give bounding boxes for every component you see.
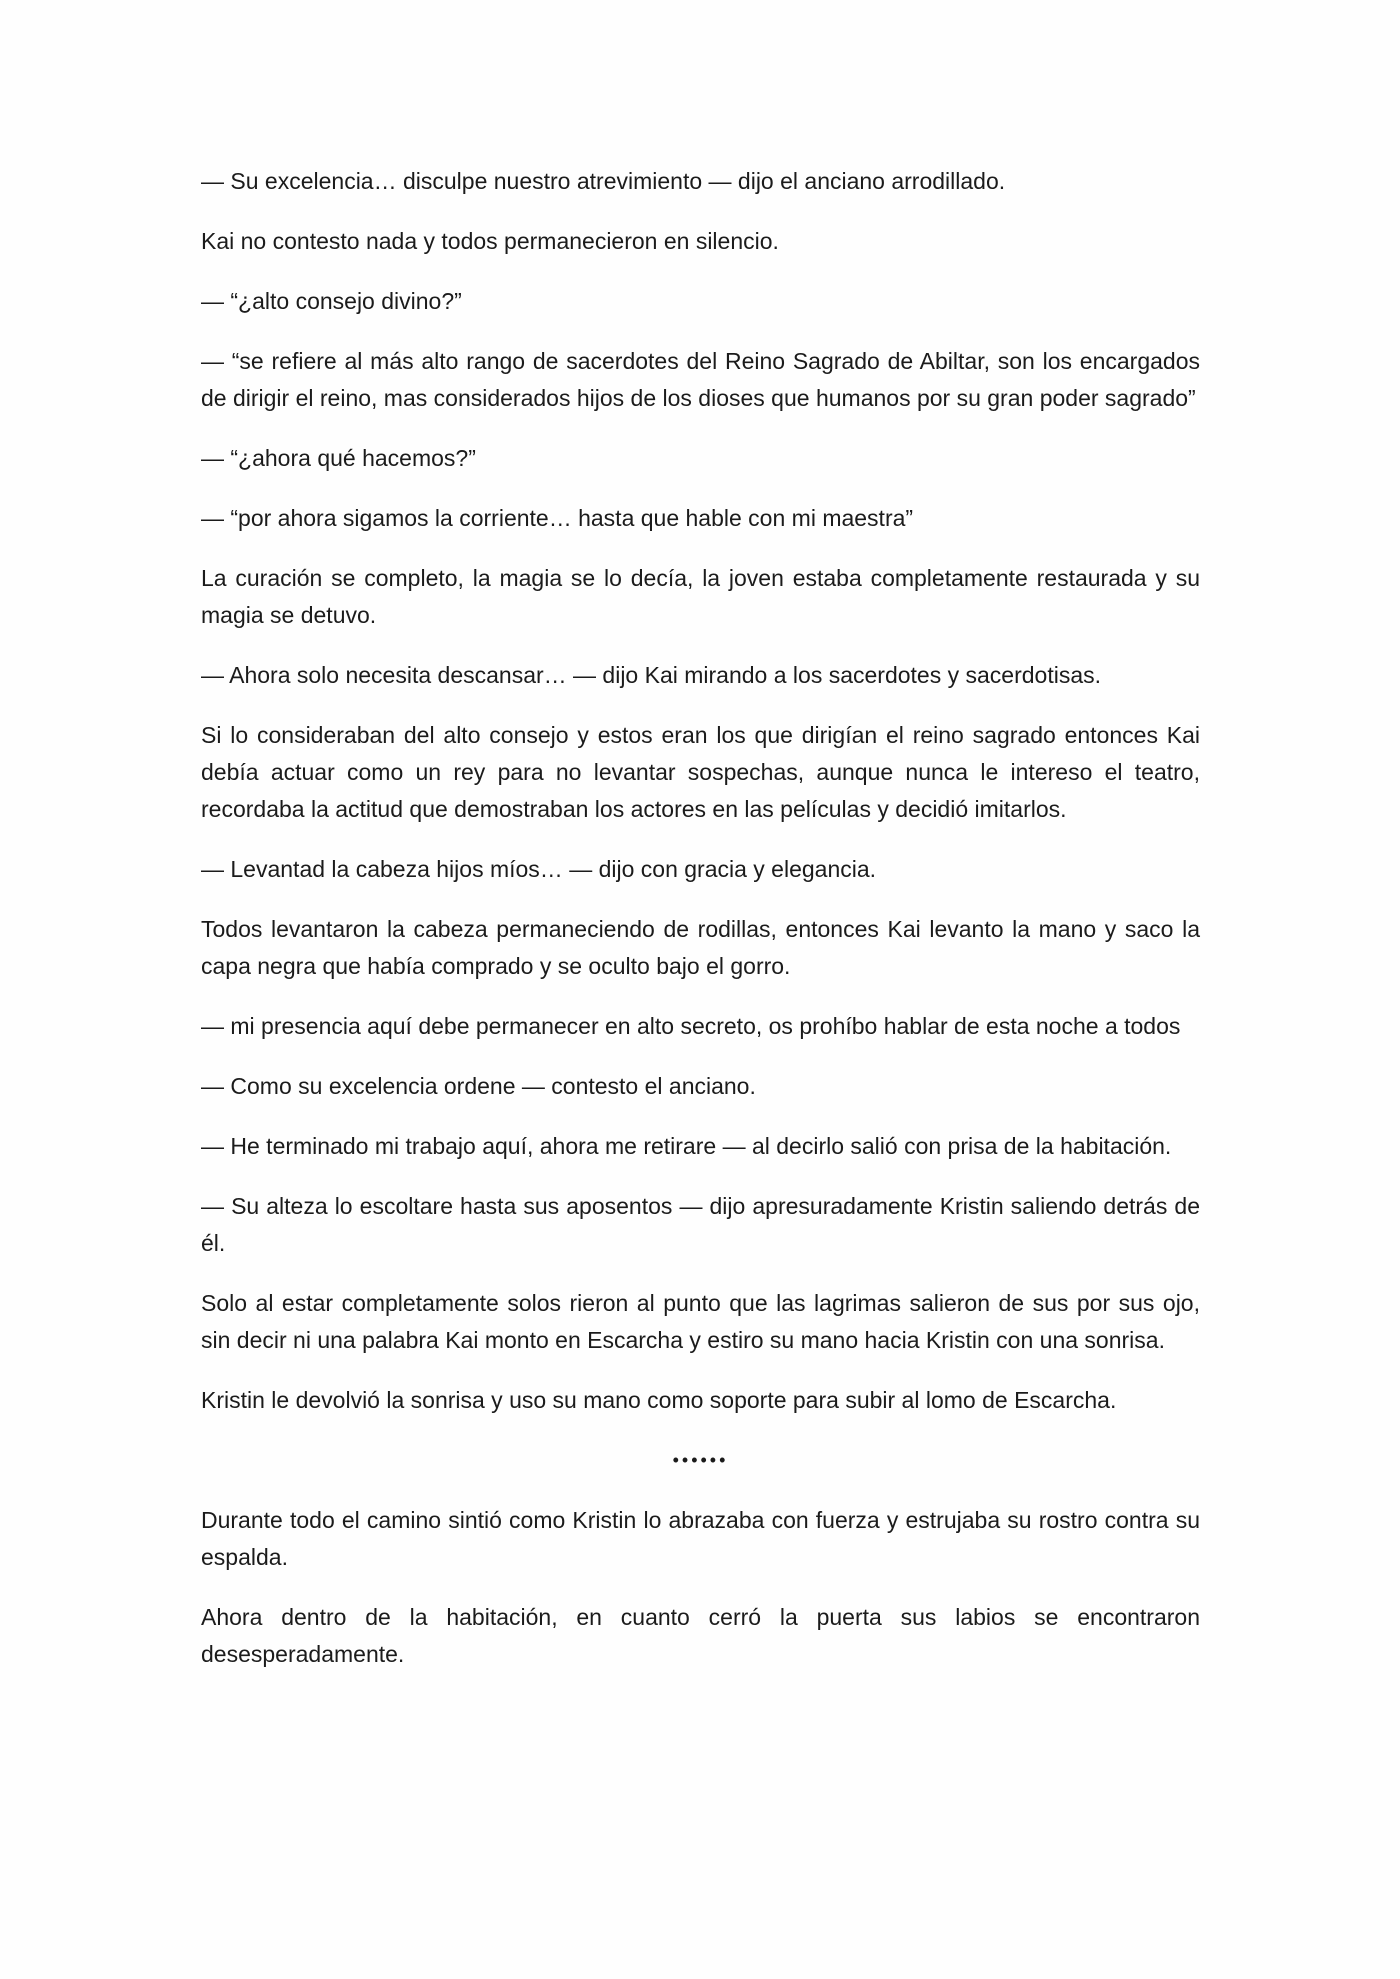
paragraph: La curación se completo, la magia se lo decía, la joven estaba completamente restaurada y su magia se detuvo. [201, 565, 1200, 628]
document-body [201, 163, 1200, 1696]
paragraph: Si lo consideraban del alto consejo y estos eran los que dirigían el reino sagrado entonces Kai debía actuar como un rey para no levantar sospechas, aunque nunca le intereso el teatro, recordaba la actitud que demostraban los actores en las películas y decidió imitarlos. [201, 722, 1200, 822]
paragraph: Solo al estar completamente solos rieron al punto que las lagrimas salieron de sus por sus ojo, sin decir ni una palabra Kai monto en Escarcha y estiro su mano hacia Kristin con una sonrisa. [201, 1290, 1200, 1353]
paragraph: — Ahora solo necesita descansar… — dijo Kai mirando a los sacerdotes y sacerdotisas. [201, 662, 1101, 688]
paragraph: Ahora dentro de la habitación, en cuanto cerró la puerta sus labios se encontraron desesperadamente. [201, 1604, 1200, 1667]
paragraph: — He terminado mi trabajo aquí, ahora me retirare — al decirlo salió con prisa de la habitación. [201, 1133, 1172, 1159]
paragraph: — Su alteza lo escoltare hasta sus aposentos — dijo apresuradamente Kristin saliendo detrás de él. [201, 1193, 1200, 1256]
paragraph: — Su excelencia… disculpe nuestro atrevimiento — dijo el anciano arrodillado. [201, 168, 1006, 194]
paragraph: Todos levantaron la cabeza permaneciendo de rodillas, entonces Kai levanto la mano y saco la capa negra que había comprado y se oculto bajo el gorro. [201, 916, 1200, 979]
paragraph: Kristin le devolvió la sonrisa y uso su mano como soporte para subir al lomo de Escarcha. [201, 1387, 1117, 1413]
paragraph: — Como su excelencia ordene — contesto el anciano. [201, 1073, 756, 1099]
paragraph: Kai no contesto nada y todos permanecieron en silencio. [201, 228, 779, 254]
paragraph: — mi presencia aquí debe permanecer en alto secreto, os prohíbo hablar de esta noche a todos [201, 1013, 1181, 1039]
paragraph: — “¿alto consejo divino?” [201, 288, 462, 314]
paragraph: Durante todo el camino sintió como Kristin lo abrazaba con fuerza y estrujaba su rostro contra su espalda. [201, 1507, 1200, 1570]
paragraph: — “por ahora sigamos la corriente… hasta que hable con mi maestra” [201, 505, 914, 531]
paragraph: — “¿ahora qué hacemos?” [201, 445, 476, 471]
scene-separator: •••••• [672, 1450, 729, 1470]
paragraph: — Levantad la cabeza hijos míos… — dijo con gracia y elegancia. [201, 856, 877, 882]
paragraph: — “se refiere al más alto rango de sacerdotes del Reino Sagrado de Abiltar, son los encargados de dirigir el reino, mas considerados hijos de los dioses que humanos por su gran poder sagrado” [201, 348, 1200, 411]
